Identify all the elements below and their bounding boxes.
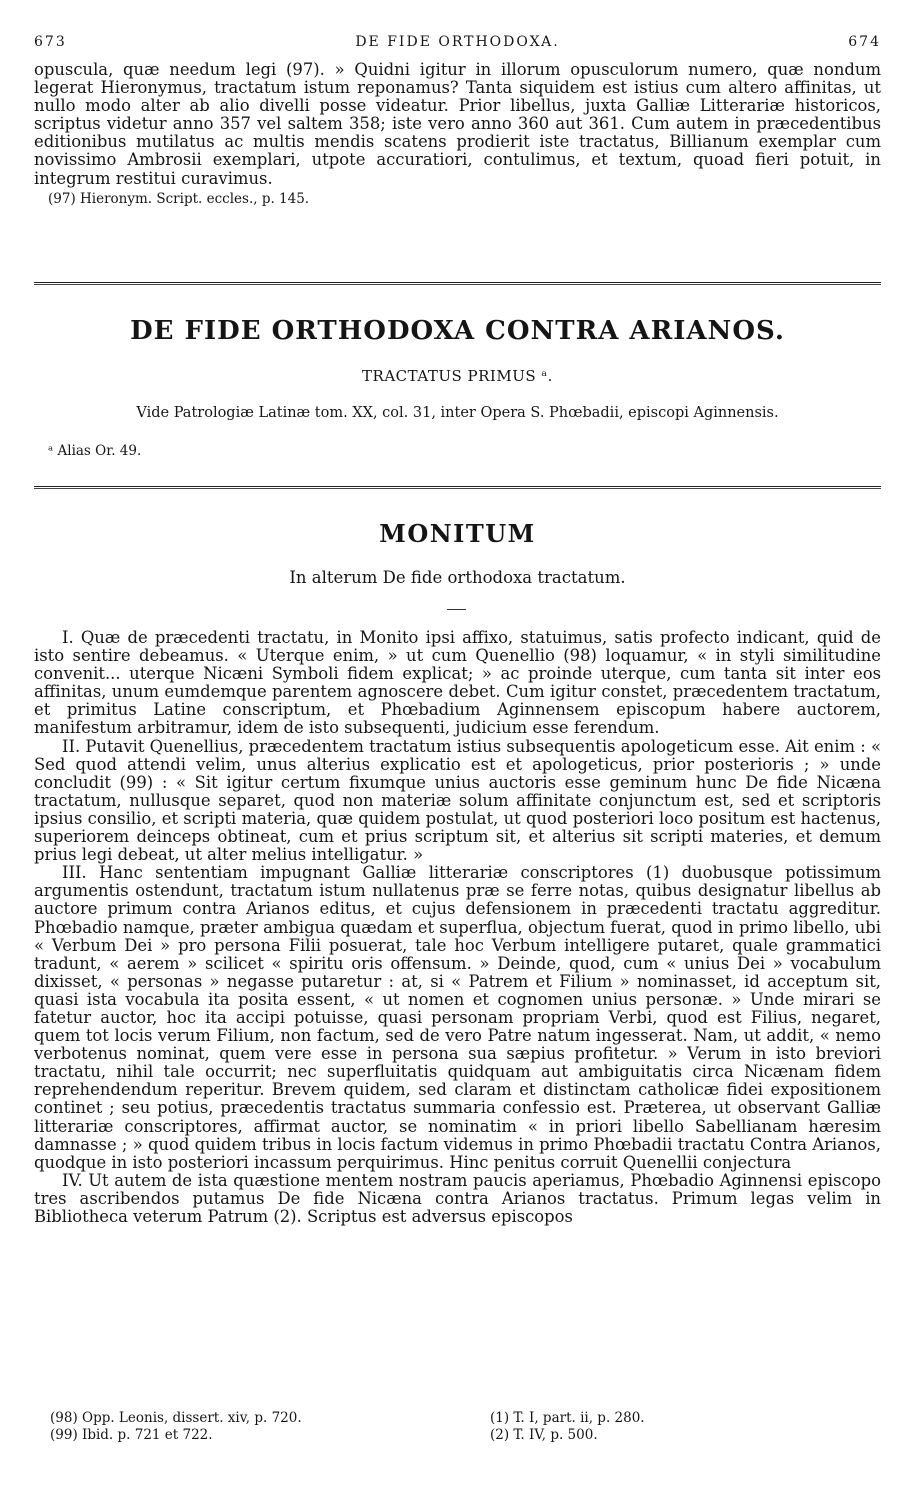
section-divider-bottom xyxy=(34,486,881,489)
monitum-subtitle: In alterum De fide orthodoxa tractatum. xyxy=(289,568,626,587)
footnote-99: (99) Ibid. p. 721 et 722. xyxy=(50,1427,213,1443)
running-title: DE FIDE ORTHODOXA. xyxy=(355,34,560,50)
page-number-left: 673 xyxy=(34,34,67,50)
paragraph-3: III. Hanc sententiam impugnant Galliæ litterariæ conscriptores (1) duobusque potissimum argumentis ostendunt, tractatum istum nullatenus præ se ferre notas, quibus designatur libellus ab auctore primum contra Arianos editus, et cujus defensionem in præcedenti tractatu aggreditur. Phœbadio namque, præter ambigua quædam et superflua, objectum fuerat, quod in primo libello, ubi « Verbum Dei » pro persona Filii posuerat, tale hoc Verbum intelligere putaret, quale grammatici tradunt, « aerem » scilicet « spiritu oris offensum. » Deinde, quod, cum « unius Dei » vocabulum dixisset, « personas » negasse putaretur : at, si « Patrem et Filium » nominasset, id acceptum sit, quasi ista vocabula ita posita essent, « ut nomen et cognomen unius personæ. » Unde mirari se fatetur auctor, hoc ita accipi potuisse, quasi personam propriam Verbi, quod est Filius, negaret, quem tot locis verum Filium, non factum, sed de vero Patre natum ingesserat. Nam, ut addit, « nemo verbotenus nominat, quem vere esse in persona sua sæpius profitetur. » Verum in isto breviori tractatu, nihil tale occurrit; nec superfluitatis quidquam aut ambiguitatis circa Nicænam fidem reprehendendum reperitur. Brevem quidem, sed claram et distinctam catholicæ fidei expositionem continet ; seu potius, præcedentis tractatus summaria confessio est. Præterea, ut observant Galliæ litterariæ conscriptores, affirmat auctor, se nominatim « in priori libello Sabellianam hæresim damnasse ; » quod quidem tribus in locis factum videmus in primo Phœbadii tractatu Contra Arianos, quodque in isto posteriori incassum perquirimus. Hinc penitus corruit Quenellii conjectura xyxy=(34,863,881,1172)
footnote-1: (1) T. I, part. ii, p. 280. xyxy=(490,1410,645,1426)
page-number-right: 674 xyxy=(848,34,881,50)
top-paragraph: opuscula, quæ needum legi (97). » Quidni igitur in illorum opusculorum numero, quæ nondum legerat Hieronymus, tractatum istum reponamus? Tanta siquidem est istius cum altero affinitas, ut nullo modo alter ab alio divelli posse videatur. Prior libellus, juxta Galliæ Litterariæ historicos, scriptus videtur anno 357 vel saltem 358; iste vero anno 360 aut 361. Cum autem in præcedentibus editionibus mutilatus ac multis mendis scatens prodierit iste tractatus, Billianum exemplar cum novissimo Ambrosii exemplari, utpote accuratiori, contulimus, et textum, quoad fieri potuit, in integrum restitui curavimus. xyxy=(34,60,881,188)
footnote-2: (2) T. IV, p. 500. xyxy=(490,1427,598,1443)
paragraph-1: I. Quæ de præcedenti tractatu, in Monito ipsi affixo, statuimus, satis profecto indicant, quid de isto sentire debeamus. « Uterque enim, » ut cum Quenellio (98) loquamur, « in styli similitudine convenit... uterque Nicæni Symboli fidem explicat; » ac proinde uterque, cum tanta sit inter eos affinitas, unum eumdemque parentem agnoscere debet. Cum igitur constet, præcedentem tractatum, et primitus Latine conscriptum, et Phœbadium Aginnensem episcopum habere auctorem, manifestum arbitramur, idem de isto subsequenti, judicium esse ferendum. xyxy=(34,628,881,738)
monitum-body xyxy=(34,629,881,1226)
alias-note: ᵃ Alias Or. 49. xyxy=(48,443,142,459)
footnotes-left-column xyxy=(50,1410,302,1444)
section-divider-top xyxy=(34,282,881,285)
monitum-title: MONITUM xyxy=(379,519,536,548)
section-subtitle: TRACTATUS PRIMUS ᵃ. xyxy=(362,367,553,385)
footnote-98: (98) Opp. Leonis, dissert. xiv, p. 720. xyxy=(50,1410,302,1426)
running-header xyxy=(34,34,881,56)
top-footnote: (97) Hieronym. Script. eccles., p. 145. xyxy=(48,190,310,207)
paragraph-4: IV. Ut autem de ista quæstione mentem nostram paucis aperiamus, Phœbadio Aginnensi episcopo tres ascribendos putamus De fide Nicæna contra Arianos tractatus. Primum legas velim in Bibliotheca veterum Patrum (2). Scriptus est adversus episcopos xyxy=(34,1170,881,1226)
short-divider xyxy=(447,609,466,610)
footnotes-right-column xyxy=(490,1410,645,1444)
cross-reference-note: Vide Patrologiæ Latinæ tom. XX, col. 31, inter Opera S. Phœbadii, episcopi Aginnensis. xyxy=(136,405,779,421)
section-title: DE FIDE ORTHODOXA CONTRA ARIANOS. xyxy=(130,316,785,346)
top-paragraph-block xyxy=(34,61,881,208)
paragraph-2: II. Putavit Quenellius, præcedentem tractatum istius subsequentis apologeticum esse. Ait enim : « Sed quod attendi velim, unus alterius explicatio est et apologeticus, prior posterioris ; » unde concludit (99) : « Sit igitur certum fixumque unius auctoris esse geminum hunc De fide Nicæna tractatum, nullusque separet, quod non materiæ solum affinitate conjunctum est, sed et scriptoris ipsius consilio, et scripti materia, quæ quidem postulat, ut quod posteriori loco positum est hactenus, superiorem deinceps obtineat, cum et prius scriptum sit, et alterius sit scripti materies, et demum prius legi debeat, ut alter melius intelligatur. » xyxy=(34,736,881,865)
